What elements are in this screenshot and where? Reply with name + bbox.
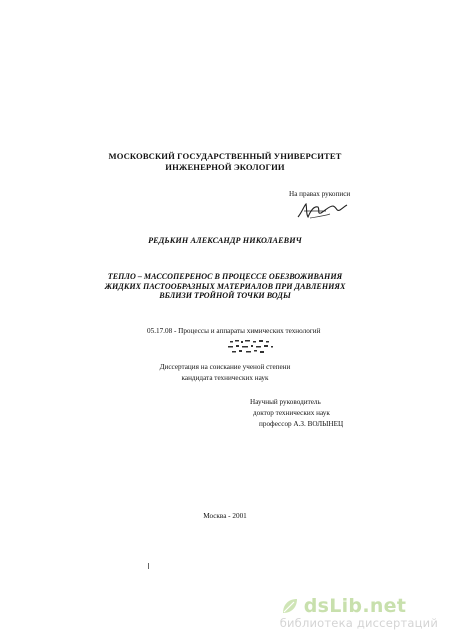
title-line-1: ТЕПЛО – МАССОПЕРЕНОС В ПРОЦЕССЕ ОБЕЗВОЖИВАНИЯ bbox=[107, 272, 343, 281]
green-leaf-icon bbox=[280, 596, 300, 616]
watermark-brand: dsLib.net bbox=[303, 595, 407, 617]
scan-artifact bbox=[148, 563, 149, 569]
watermark bbox=[280, 595, 438, 630]
university-name bbox=[0, 151, 450, 173]
supervisor-line-2: доктор технических наук bbox=[253, 409, 330, 417]
dissertation-degree bbox=[0, 362, 450, 384]
city-year: Москва - 2001 bbox=[203, 512, 247, 520]
supervisor-line-1: Научный руководитель bbox=[250, 398, 321, 406]
library-stamp bbox=[226, 338, 276, 363]
author-name: РЕДЬКИН АЛЕКСАНДР НИКОЛАЕВИЧ bbox=[148, 236, 302, 245]
manuscript-rights-note: На правах рукописи bbox=[289, 190, 351, 198]
specialty-code: 05.17.08 - Процессы и аппараты химических технологий bbox=[147, 327, 321, 335]
degree-line-1: Диссертация на соискание ученой степени bbox=[159, 363, 291, 371]
supervisor-line-3: профессор А.З. ВОЛЫНЕЦ bbox=[259, 420, 344, 428]
supervisor-block bbox=[250, 397, 343, 430]
title-line-2: ЖИДКИХ ПАСТООБРАЗНЫХ МАТЕРИАЛОВ ПРИ ДАВЛЕНИЯХ bbox=[104, 281, 346, 291]
dissertation-title bbox=[0, 272, 450, 301]
degree-line-2: кандидата технических наук bbox=[181, 374, 269, 382]
title-line-3: ВБЛИЗИ ТРОЙНОЙ ТОЧКИ ВОДЫ bbox=[159, 291, 291, 300]
university-line-2: ИНЖЕНЕРНОЙ ЭКОЛОГИИ bbox=[165, 162, 285, 172]
watermark-subtitle: библиотека диссертаций bbox=[279, 616, 438, 630]
university-line-1: МОСКОВСКИЙ ГОСУДАРСТВЕННЫЙ УНИВЕРСИТЕТ bbox=[108, 151, 342, 161]
handwritten-signature bbox=[296, 200, 348, 227]
